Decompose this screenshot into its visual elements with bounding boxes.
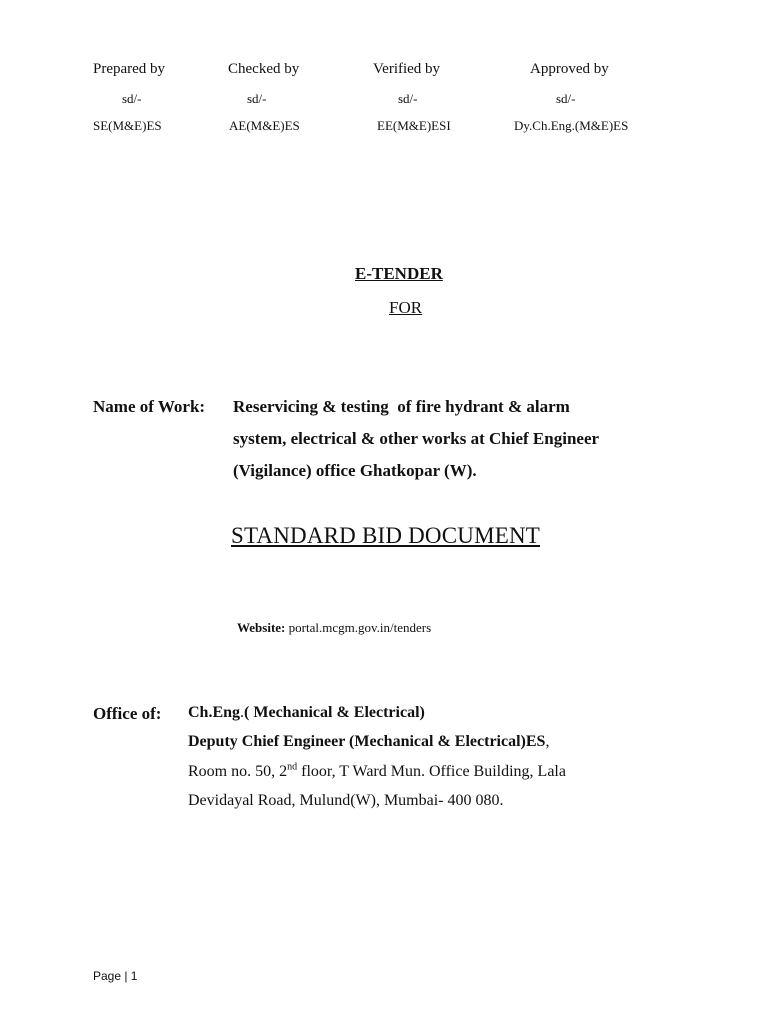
office-line-1 — [188, 704, 425, 722]
office-line-2 — [188, 733, 549, 751]
prepared-by-designation: SE(M&E)ES — [93, 118, 162, 133]
verified-by-label: Verified by — [373, 61, 441, 77]
office-label: Office of: — [93, 704, 162, 723]
name-of-work-line-2: system, electrical & other works at Chief Engineer — [233, 429, 600, 448]
office-line-1-bold: Ch.Eng — [188, 704, 241, 721]
office-line-3-pre: Room no. 50, 2 — [188, 763, 288, 780]
checked-by-designation: AE(M&E)ES — [229, 118, 300, 133]
name-of-work-label: Name of Work: — [93, 397, 206, 416]
office-line-2-bold: Deputy Chief Engineer (Mechanical & Electrical)ES — [188, 733, 546, 750]
website-url: portal.mcgm.gov.in/tenders — [288, 620, 432, 635]
website-label: Website: — [237, 620, 286, 635]
office-line-2-comma: , — [545, 733, 550, 750]
office-line-3-sup: nd — [287, 761, 298, 773]
name-of-work-line-1: Reservicing & testing of fire hydrant & alarm — [233, 397, 570, 416]
office-line-3 — [188, 763, 566, 781]
office-line-1-dot: . — [240, 704, 245, 721]
office-line-4: Devidayal Road, Mulund(W), Mumbai- 400 080. — [188, 792, 504, 809]
website-line — [237, 620, 431, 636]
office-line-1-rest: ( Mechanical & Electrical) — [244, 704, 425, 721]
approved-by-label: Approved by — [530, 61, 609, 77]
checked-by-label: Checked by — [228, 61, 300, 77]
office-line-3-post: floor, T Ward Mun. Office Building, Lala — [297, 763, 566, 780]
checked-by-sd: sd/- — [247, 91, 267, 106]
document-title: STANDARD BID DOCUMENT — [231, 523, 541, 548]
verified-by-designation: EE(M&E)ESI — [377, 118, 451, 133]
etender-title: E-TENDER — [355, 264, 443, 283]
for-label: FOR — [389, 298, 423, 317]
approved-by-sd: sd/- — [556, 91, 576, 106]
prepared-by-sd: sd/- — [122, 91, 142, 106]
approved-by-designation: Dy.Ch.Eng.(M&E)ES — [514, 118, 629, 133]
name-of-work-line-3: (Vigilance) office Ghatkopar (W). — [233, 461, 477, 480]
prepared-by-label: Prepared by — [93, 61, 166, 77]
page-footer: Page | 1 — [93, 969, 138, 983]
verified-by-sd: sd/- — [398, 91, 418, 106]
